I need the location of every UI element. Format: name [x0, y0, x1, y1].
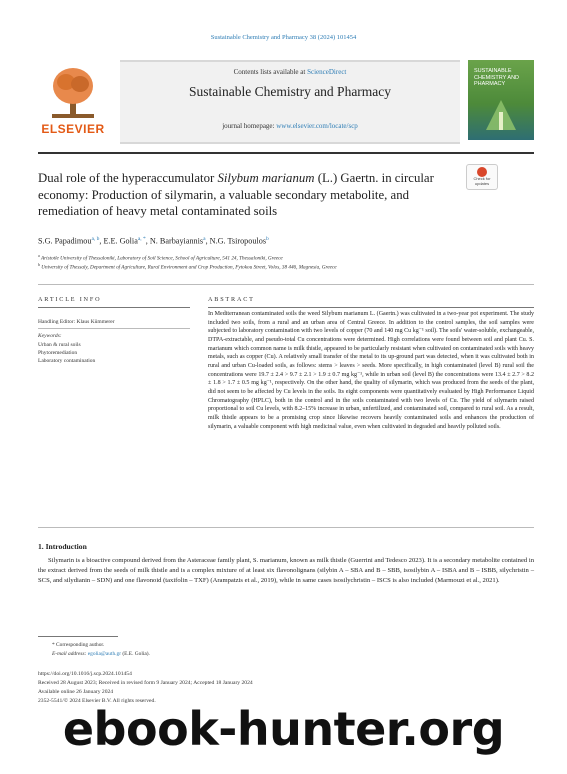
- keyword: Phytoremediation: [38, 350, 78, 356]
- homepage-link[interactable]: www.elsevier.com/locate/scp: [276, 122, 358, 130]
- section-heading-introduction: 1. Introduction: [38, 542, 87, 551]
- handling-editor: Handling Editor: Klaus Kümmerer: [38, 319, 115, 325]
- keyword: Laboratory contamination: [38, 358, 96, 364]
- divider: [38, 527, 534, 528]
- author-name[interactable]: N. Barbayiannis: [149, 236, 204, 246]
- journal-header: [38, 60, 534, 140]
- available-online: Available online 26 January 2024: [38, 689, 114, 695]
- keyword: Urban & rural soils: [38, 342, 81, 348]
- elsevier-tree-icon: [48, 64, 98, 120]
- keywords-label: Keywords:: [38, 333, 62, 339]
- header-rule: [38, 152, 534, 154]
- check-for-updates-button[interactable]: Check for updates: [466, 164, 498, 190]
- email-note: E-mail address: egolia@auth.gr (E.E. Golia).: [52, 651, 150, 657]
- divider: [38, 328, 190, 329]
- abstract-text: In Mediterranean contaminated soils the weed Silybum marianum L. (Gaertn.) was cultivated in a two-year pot experiment. The study included two soils, from a rural and an urban area of Central Greece. In addition to the control samples, the soil samples were subjected to laboratory contamination with two levels of copper (70 and 140 mg Cu kg⁻¹ soil). The soils' water-soluble, exchangeable, DTPA-extractable, and pseudo-total Cu concentrations were determined. High correlations were found between soil and plant Cu. S. marianum which common name is milk thistle, appeared to be particularly resistant when cultivated on contaminated soils with heavy metals, such as copper (Cu). A relatively small transfer of the metal to its up-ground part was detected, when it was cultivated both in rural and urban Cu-loaded soils, as follows: stems > leaves > seeds. More specifically, in high contaminated (level B) rural soil the concentrations were 19.7 ± 2.4 > 9.7 ± 2.1 > 1.9 ± 0.7 mg kg⁻¹, while in urban soil (level B) the concentrations were 13.4 ± 2.7 > 8.2 ± 1.8 > 1.7 ± 0.5 mg kg⁻¹, respectively. On the other hand, the quality of silymarin, which was produced from the seeds of the plant, did not seem to be affected by Cu levels in the soils. Its eight components were quantitatively evaluated by High Performance Liquid Chromatography (HPLC), both in the control and in the soils contaminated with two levels of Cu. The yield of silymarin raised proportional to soil Cu levels, with 8.2–15% increase in urban, unfertilized, and contaminated soil, compared to rural soil. As a result, milk thistle appears to be a promising crop since likewise recovers heavily contaminated soils and enhances the production of silymarin, a valuable component with high medicinal value, even when cultivated in degraded and heavily polluted soils.: [208, 311, 534, 430]
- divider: [208, 307, 534, 308]
- article-info-heading: ARTICLE INFO: [38, 296, 102, 303]
- journal-citation[interactable]: Sustainable Chemistry and Pharmacy 38 (2024) 101454: [210, 34, 357, 41]
- author-name[interactable]: S.G. Papadimou: [38, 236, 92, 246]
- homepage-line: journal homepage: www.elsevier.com/locate/scp: [222, 122, 358, 130]
- email-link[interactable]: egolia@auth.gr: [87, 651, 121, 657]
- divider: [38, 307, 190, 308]
- journal-banner: [120, 60, 460, 144]
- author-name[interactable]: E.E. Golia: [103, 236, 138, 246]
- journal-cover-image: [468, 60, 534, 140]
- sciencedirect-link[interactable]: ScienceDirect: [307, 68, 347, 76]
- cover-title: SUSTAINABLE CHEMISTRY AND PHARMACY: [474, 68, 520, 87]
- elsevier-logo: [38, 62, 108, 138]
- affiliation: $^b$ University of Thessaly, Department of Agriculture, Rural Environment and Crop Production, Fytokou Street, Volos, 38 446, Magnesia, Greece: [38, 262, 337, 271]
- publisher-wordmark: ELSEVIER: [41, 122, 105, 136]
- introduction-paragraph: Silymarin is a bioactive compound derived from the Asteraceae family plant, S. marianum, known as milk thistle (Guerrini and Tedesco 2023). It is a secondary metabolite contained in the extract derived from the seeds of milk thistle and is a complex mixture of at least six flavonolignans (silybin A – SBA and B – SBB, isosilybin A – ISBA and B – ISBB, silychristin – SCS, and silydianin – SDN) and one flavonoid (taxifolin – TXF) (Arampatzis et al., 2019), while in same cases isosilychristin – ISCS is also included (Marmouzi et al., 2021).: [38, 557, 534, 584]
- divider: [38, 284, 534, 285]
- abstract-heading: ABSTRACT: [208, 296, 255, 303]
- copyright: 2352-5541/© 2024 Elsevier B.V. All rights reserved.: [38, 698, 156, 704]
- footnote-rule: [38, 636, 118, 637]
- doi-link[interactable]: https://doi.org/10.1016/j.scp.2024.101454: [38, 671, 132, 677]
- author-list: S.G. Papadimou$^{a, b}$, E.E. Golia$^{a, *}$, N. Barbayiannis$^a$, N.G. Tsiropoulos$^b$: [38, 236, 269, 246]
- watermark: ebook-hunter.org: [62, 702, 505, 756]
- received-dates: Received 28 August 2023; Received in revised form 9 January 2024; Accepted 18 January 2024: [38, 680, 253, 686]
- corresponding-author-note: * Corresponding author.: [52, 642, 105, 648]
- contents-line: Contents lists available at ScienceDirect: [233, 68, 347, 76]
- cover-leaf-icon: [482, 98, 520, 132]
- journal-title: Sustainable Chemistry and Pharmacy: [188, 84, 392, 99]
- author-name[interactable]: N.G. Tsiropoulos: [209, 236, 267, 246]
- paper-title: Dual role of the hyperaccumulator Silybum marianum (L.) Gaertn. in circular economy: Production of silymarin, a valuable secondary metabolite, and remediation of heavy metal contaminated soils: [38, 171, 434, 218]
- affiliation: $^a$ Aristotle University of Thessaloniki, Laboratory of Soil Science, School of Agriculture, 541 24, Thessaloniki, Greece: [38, 253, 283, 262]
